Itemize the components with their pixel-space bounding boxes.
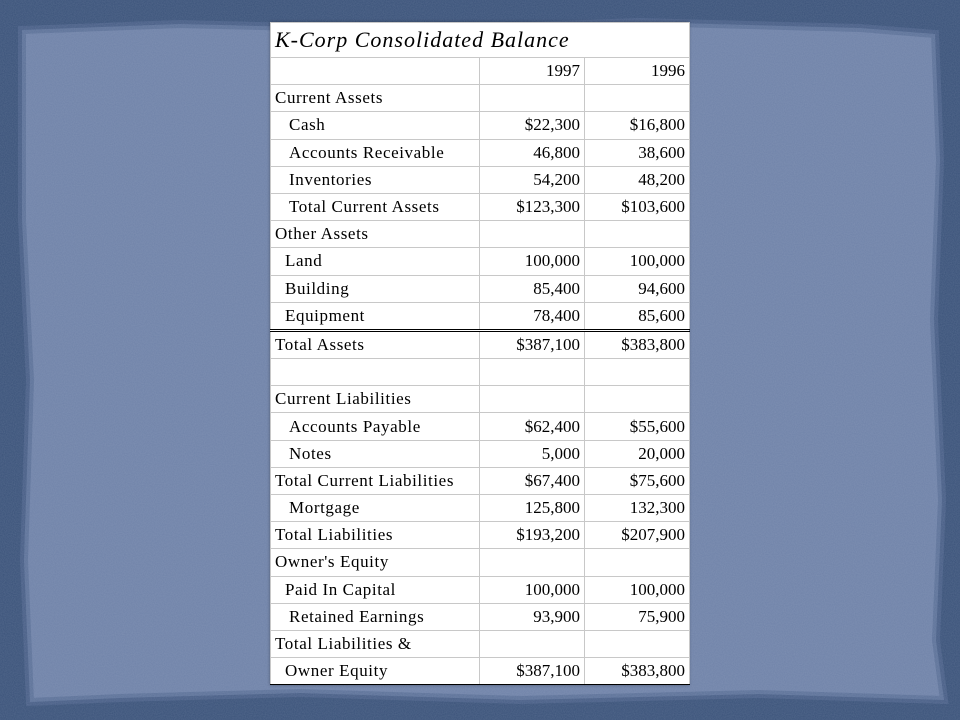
value-1997: 54,200 — [480, 166, 585, 193]
row-label: Owner Equity — [271, 658, 480, 685]
table-row — [271, 85, 690, 112]
row-label — [271, 359, 480, 386]
value-1996: 75,900 — [585, 603, 690, 630]
value-1997 — [480, 549, 585, 576]
table-row — [271, 359, 690, 386]
value-1996: $383,800 — [585, 658, 690, 685]
value-1996 — [585, 85, 690, 112]
value-1997 — [480, 221, 585, 248]
table-row — [271, 495, 690, 522]
table-row — [271, 467, 690, 494]
balance-sheet-table — [270, 22, 690, 685]
value-1996: $55,600 — [585, 413, 690, 440]
value-1997: $22,300 — [480, 112, 585, 139]
table-row — [271, 302, 690, 330]
value-1997: 78,400 — [480, 302, 585, 330]
row-label: Mortgage — [271, 495, 480, 522]
value-1997: $123,300 — [480, 193, 585, 220]
value-1997: 5,000 — [480, 440, 585, 467]
value-1996: 38,600 — [585, 139, 690, 166]
table-row — [271, 275, 690, 302]
header-year-1996: 1996 — [585, 58, 690, 85]
row-label: Total Current Assets — [271, 193, 480, 220]
value-1997: $193,200 — [480, 522, 585, 549]
row-label: Accounts Payable — [271, 413, 480, 440]
table-row — [271, 549, 690, 576]
row-label: Building — [271, 275, 480, 302]
row-label: Notes — [271, 440, 480, 467]
row-label: Equipment — [271, 302, 480, 330]
value-1997: 100,000 — [480, 576, 585, 603]
row-label: Owner's Equity — [271, 549, 480, 576]
value-1996 — [585, 221, 690, 248]
value-1996: $16,800 — [585, 112, 690, 139]
table-row — [271, 248, 690, 275]
row-label: Land — [271, 248, 480, 275]
value-1997 — [480, 630, 585, 657]
row-label: Total Liabilities & — [271, 630, 480, 657]
table-row — [271, 603, 690, 630]
value-1996: 20,000 — [585, 440, 690, 467]
table-row — [271, 139, 690, 166]
row-label: Paid In Capital — [271, 576, 480, 603]
table-row — [271, 386, 690, 413]
header-year-1997: 1997 — [480, 58, 585, 85]
header-row — [271, 58, 690, 85]
table-row — [271, 193, 690, 220]
value-1996: 132,300 — [585, 495, 690, 522]
value-1996 — [585, 630, 690, 657]
row-label: Inventories — [271, 166, 480, 193]
table-row — [271, 221, 690, 248]
value-1997 — [480, 85, 585, 112]
value-1997: $387,100 — [480, 658, 585, 685]
value-1996 — [585, 359, 690, 386]
value-1996: 94,600 — [585, 275, 690, 302]
row-label: Cash — [271, 112, 480, 139]
row-label: Current Assets — [271, 85, 480, 112]
value-1997: 125,800 — [480, 495, 585, 522]
title-row — [271, 23, 690, 58]
value-1996: 48,200 — [585, 166, 690, 193]
table-row — [271, 413, 690, 440]
value-1997: $62,400 — [480, 413, 585, 440]
row-label: Total Liabilities — [271, 522, 480, 549]
balance-sheet-card — [270, 22, 689, 685]
value-1997 — [480, 386, 585, 413]
table-row — [271, 658, 690, 685]
row-label: Total Assets — [271, 330, 480, 358]
value-1997: 93,900 — [480, 603, 585, 630]
value-1997: $67,400 — [480, 467, 585, 494]
table-row — [271, 166, 690, 193]
table-row — [271, 112, 690, 139]
table-row — [271, 522, 690, 549]
value-1997: 100,000 — [480, 248, 585, 275]
table-row — [271, 576, 690, 603]
row-label: Other Assets — [271, 221, 480, 248]
value-1997: $387,100 — [480, 330, 585, 358]
table-row — [271, 440, 690, 467]
value-1996: 100,000 — [585, 576, 690, 603]
table-title: K-Corp Consolidated Balance — [271, 23, 690, 58]
value-1996 — [585, 549, 690, 576]
value-1997 — [480, 359, 585, 386]
value-1996: $207,900 — [585, 522, 690, 549]
header-label — [271, 58, 480, 85]
value-1996: $75,600 — [585, 467, 690, 494]
value-1996: $383,800 — [585, 330, 690, 358]
row-label: Current Liabilities — [271, 386, 480, 413]
row-label: Accounts Receivable — [271, 139, 480, 166]
value-1996: $103,600 — [585, 193, 690, 220]
table-row — [271, 630, 690, 657]
value-1996: 100,000 — [585, 248, 690, 275]
value-1996: 85,600 — [585, 302, 690, 330]
value-1997: 46,800 — [480, 139, 585, 166]
value-1997: 85,400 — [480, 275, 585, 302]
row-label: Total Current Liabilities — [271, 467, 480, 494]
table-row — [271, 330, 690, 358]
value-1996 — [585, 386, 690, 413]
row-label: Retained Earnings — [271, 603, 480, 630]
